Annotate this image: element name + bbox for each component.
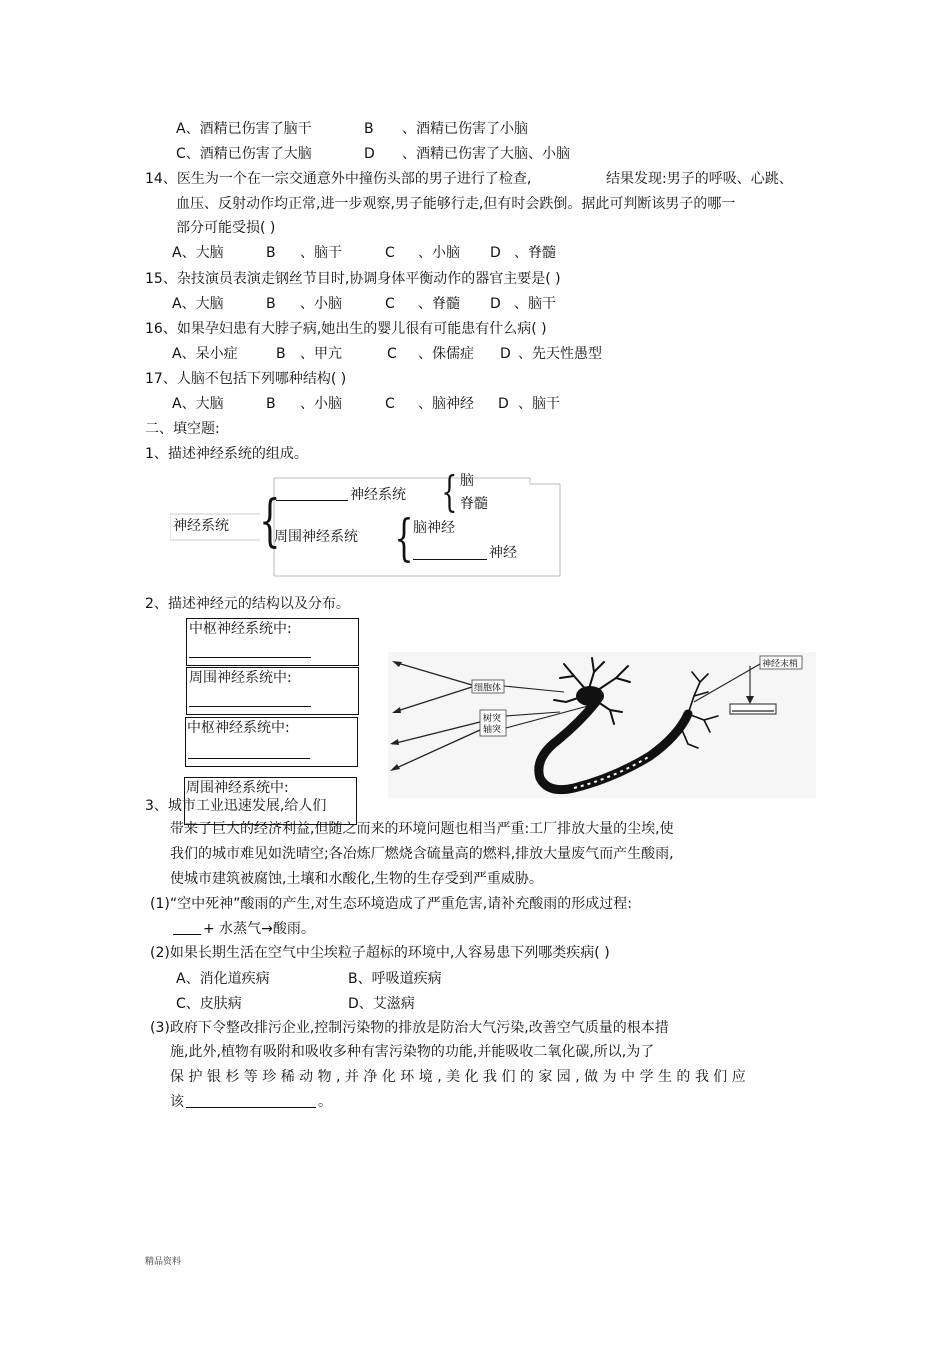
q13-option-d: 、酒精已伤害了大脑、小脑	[402, 146, 570, 162]
q16-option-b: 、甲亢	[300, 346, 342, 362]
fill3-stem-1: 3、城市工业迅速发展,给人们	[145, 798, 327, 814]
q15-option-a: A、大脑	[172, 296, 224, 312]
neuron-box-2-label: 周围神经系统中:	[189, 670, 292, 686]
q13-option-a: A、酒精已伤害了脑干	[176, 121, 312, 137]
q17-option-d-letter: D	[498, 396, 509, 412]
fill1-stem: 1、描述神经系统的组成。	[145, 446, 308, 462]
footer-text: 精品资料	[145, 1257, 182, 1267]
q14-stem-3: 部分可能受损( )	[176, 220, 276, 236]
fill3-sub2-option-d: D、艾滋病	[348, 996, 415, 1012]
neuron-box-4-label: 周围神经系统中:	[186, 780, 289, 796]
q15-option-b-letter: B	[266, 296, 276, 312]
diagram-pns-label: 周围神经系统	[274, 529, 358, 545]
q15-option-d: 、脑干	[514, 296, 556, 312]
fill3-sub2-option-c: C、皮肤病	[176, 996, 242, 1012]
diagram-nerve-label: 神经	[489, 545, 517, 561]
fill3-sub3-2: 施,此外,植物有吸附和吸收多种有害污染物的功能,并能吸收二氧化碳,所以,为了	[170, 1044, 655, 1060]
neuron-box-3	[185, 717, 358, 767]
label-cell-body: 细胞体	[474, 683, 502, 694]
q15-stem: 15、杂技演员表演走钢丝节目时,协调身体平衡动作的器官主要是( )	[145, 271, 561, 287]
fill2-stem: 2、描述神经元的结构以及分布。	[145, 596, 350, 612]
fill3-sub3-4-prefix: 该	[170, 1094, 184, 1110]
blank-cns[interactable]	[276, 486, 348, 501]
neuron-box-2-blank[interactable]	[189, 706, 311, 707]
q14-stem-1b: 结果发现:男子的呼吸、心跳、	[606, 171, 793, 187]
diagram-cns-label: 神经系统	[350, 487, 406, 503]
q17-option-b-letter: B	[266, 396, 276, 412]
q13-option-b-letter: B	[364, 121, 374, 137]
q14-stem-1a: 14、医生为一个在一宗交通意外中撞伤头部的男子进行了检查,	[145, 171, 532, 187]
fill3-sub3-4-suffix: 。	[318, 1094, 332, 1110]
q16-option-a: A、呆小症	[172, 346, 238, 362]
neuron-image	[388, 652, 816, 798]
q14-stem-2: 血压、反射动作均正常,进一步观察,男子能够行走,但有时会跌倒。据此可判断该男子的哪一	[176, 196, 736, 212]
blank-spinal-nerve[interactable]	[413, 545, 487, 560]
label-axon: 轴突	[483, 725, 502, 735]
q16-option-b-letter: B	[276, 346, 286, 362]
neuron-box-3-blank[interactable]	[188, 758, 310, 759]
q14-option-d-letter: D	[490, 245, 501, 261]
brace-root: {	[259, 489, 281, 554]
neuron-box-1	[186, 618, 359, 666]
q15-option-b: 、小脑	[300, 296, 342, 312]
q13-option-b: 、酒精已伤害了小脑	[402, 121, 528, 137]
fill3-sub1-answer: + 水蒸气→酸雨。	[203, 921, 315, 937]
q15-option-c-letter: C	[385, 296, 395, 312]
diagram-cranial-label: 脑神经	[413, 520, 455, 536]
fill3-sub2-option-b: B、呼吸道疾病	[348, 971, 442, 987]
q16-option-c-letter: C	[387, 346, 397, 362]
acid-rain-blank[interactable]	[173, 920, 201, 935]
neuron-figure	[388, 652, 816, 798]
fill3-sub1: (1)“空中死神”酸雨的产生,对生态环境造成了严重危害,请补充酸雨的形成过程:	[150, 896, 632, 912]
diagram-root-label: 神经系统	[173, 518, 229, 534]
q14-option-b-letter: B	[266, 245, 276, 261]
brace-pns: {	[394, 509, 414, 567]
fill3-stem-4: 使城市建筑被腐蚀,土壤和水酸化,生物的生存受到严重威胁。	[170, 871, 543, 887]
neuron-box-1-blank[interactable]	[189, 657, 311, 658]
q14-option-a: A、大脑	[172, 245, 224, 261]
q13-option-c: C、酒精已伤害了大脑	[176, 146, 312, 162]
q16-option-d-letter: D	[500, 346, 511, 362]
fill3-stem-2: 带来了巨大的经济利益,但随之而来的环境问题也相当严重:工厂排放大量的尘埃,使	[170, 821, 674, 837]
q17-option-a: A、大脑	[172, 396, 224, 412]
q17-stem: 17、人脑不包括下列哪种结构( )	[145, 371, 347, 387]
label-nerve-ending: 神经末梢	[762, 659, 799, 670]
q14-option-c: 、小脑	[418, 245, 460, 261]
diagram-brain-label: 脑	[460, 473, 474, 489]
fill3-sub2-option-a: A、消化道疾病	[176, 971, 270, 987]
q17-option-c-letter: C	[385, 396, 395, 412]
nervous-system-diagram	[170, 464, 565, 579]
brace-cns: {	[441, 467, 458, 516]
neuron-box-3-label: 中枢神经系统中:	[187, 720, 290, 736]
neuron-box-2	[186, 667, 359, 715]
q14-option-b: 、脑干	[300, 245, 342, 261]
q16-option-c: 、侏儒症	[418, 346, 474, 362]
q13-option-d-letter: D	[364, 146, 375, 162]
label-dendrite: 树突	[483, 714, 502, 724]
conservation-blank[interactable]	[186, 1093, 316, 1108]
q17-option-b: 、小脑	[300, 396, 342, 412]
fill3-sub3-3: 保 护 银 杉 等 珍 稀 动 物 , 并 净 化 环 境 , 美 化 我 们 的 家 园 , 做 为 中 学 生 的 我 们 应	[170, 1069, 746, 1085]
section-title: 二、填空题:	[145, 421, 220, 437]
q17-option-c: 、脑神经	[418, 396, 474, 412]
q15-option-c: 、脊髓	[418, 296, 460, 312]
fill3-stem-3: 我们的城市难见如洗晴空;各冶炼厂燃烧含硫量高的燃料,排放大量废气而产生酸雨,	[170, 846, 674, 862]
q16-stem: 16、如果孕妇患有大脖子病,她出生的婴儿很有可能患有什么病( )	[145, 321, 547, 337]
q14-option-d: 、脊髓	[514, 245, 556, 261]
q14-option-c-letter: C	[385, 245, 395, 261]
neuron-box-1-label: 中枢神经系统中:	[189, 621, 292, 637]
q16-option-d: 、先天性愚型	[518, 346, 602, 362]
q15-option-d-letter: D	[490, 296, 501, 312]
diagram-spinal-label: 脊髓	[460, 496, 488, 512]
q17-option-d: 、脑干	[518, 396, 560, 412]
fill3-sub3-1: (3)政府下令整改排污企业,控制污染物的排放是防治大气污染,改善空气质量的根本措	[150, 1020, 669, 1036]
fill3-sub2: (2)如果长期生活在空气中尘埃粒子超标的环境中,人容易患下列哪类疾病( )	[150, 945, 610, 961]
